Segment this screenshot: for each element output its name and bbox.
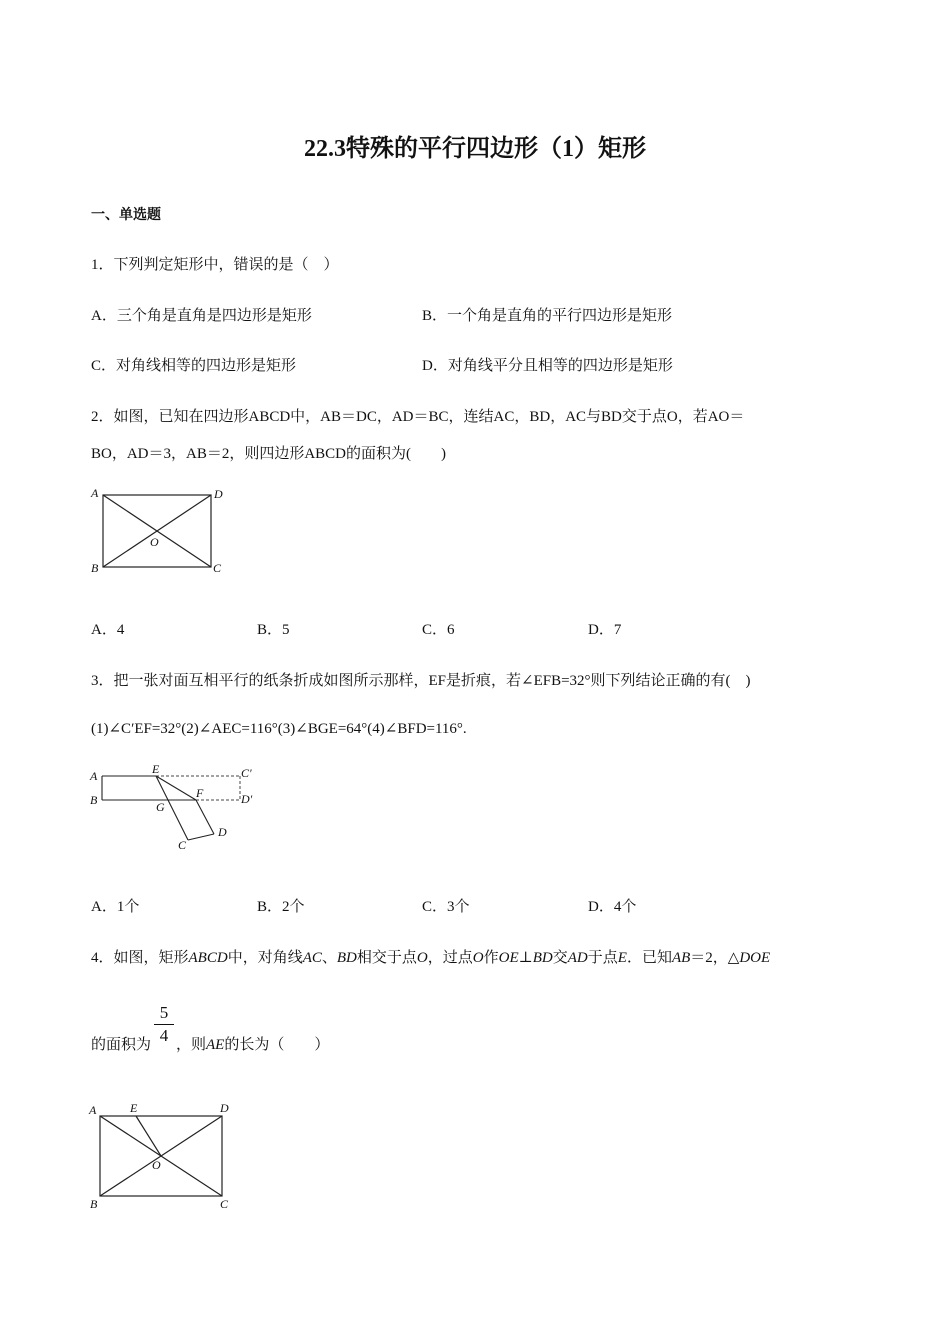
q3-label-b: B bbox=[90, 793, 98, 807]
q3-label-a: A bbox=[90, 769, 98, 783]
q3-folded-strip-figure bbox=[86, 762, 266, 854]
q2-option-d[interactable]: D．7 bbox=[588, 622, 622, 638]
q4-label-a: A bbox=[89, 1103, 97, 1117]
q4-label-e: E bbox=[130, 1101, 138, 1115]
q3-label-d: D bbox=[218, 825, 227, 839]
q3-option-c[interactable]: C．3个 bbox=[422, 899, 470, 915]
section-heading: 一、单选题 bbox=[91, 208, 161, 223]
q3-label-d-prime: D' bbox=[241, 792, 253, 806]
q4-var-oe: OE bbox=[498, 950, 519, 966]
q2-label-c: C bbox=[213, 561, 222, 575]
q4-fraction bbox=[154, 1003, 174, 1046]
q4-var-e: E bbox=[617, 950, 627, 966]
q4-var-ad: AD bbox=[567, 950, 588, 966]
page-title: 22.3特殊的平行四边形（1）矩形 bbox=[304, 136, 646, 162]
q3-label-c: C bbox=[178, 838, 187, 852]
q4-fraction-numerator: 5 bbox=[159, 1003, 169, 1022]
q4-rectangle-figure bbox=[86, 1098, 246, 1214]
q4-var-ab: AB bbox=[671, 950, 691, 966]
q3-option-d[interactable]: D．4个 bbox=[588, 899, 637, 915]
q4-label-c: C bbox=[220, 1197, 229, 1211]
q3-stem-line1: 3．把一张对面互相平行的纸条折成如图所示那样，EF是折痕，若∠EFB=32°则下列结论正确的有( ) bbox=[91, 673, 751, 689]
q4-text: 交 bbox=[552, 950, 568, 966]
q3-option-a[interactable]: A．1个 bbox=[91, 899, 140, 915]
q4-text: ，则 bbox=[176, 1037, 207, 1053]
q1-stem: 1．下列判定矩形中，错误的是（ ） bbox=[91, 257, 339, 273]
q4-label-o: O bbox=[152, 1158, 161, 1172]
q4-var-doe: DOE bbox=[739, 950, 771, 966]
q3-stem-line2: (1)∠C′EF=32°(2)∠AEC=116°(3)∠BGE=64°(4)∠BFD=116°. bbox=[91, 721, 467, 737]
q2-option-b[interactable]: B．5 bbox=[257, 622, 290, 638]
q2-label-d: D bbox=[214, 487, 223, 501]
q2-label-a: A bbox=[91, 486, 99, 500]
q4-text: ＝2，△ bbox=[690, 950, 740, 966]
q3-label-c-prime: C' bbox=[241, 766, 252, 780]
q2-label-b: B bbox=[91, 561, 99, 575]
q4-fraction-denominator: 4 bbox=[159, 1026, 169, 1045]
q4-var-ac: AC bbox=[302, 950, 322, 966]
q2-option-c[interactable]: C．6 bbox=[422, 622, 455, 638]
q4-text: 中，对角线 bbox=[227, 950, 303, 966]
q4-text: ⊥ bbox=[518, 950, 533, 966]
q4-text: 于点 bbox=[587, 950, 618, 966]
q4-text: 相交于点 bbox=[356, 950, 417, 966]
q4-text: ．已知 bbox=[626, 950, 672, 966]
q4-label-b: B bbox=[90, 1197, 98, 1211]
q4-var-o: O bbox=[416, 950, 428, 966]
q2-stem-line2: BO，AD＝3，AB＝2，则四边形ABCD的面积为( ) bbox=[91, 446, 447, 462]
q4-stem-line2b bbox=[176, 1033, 329, 1054]
q4-text: 作 bbox=[483, 950, 499, 966]
q3-label-f: F bbox=[196, 786, 204, 800]
q4-stem-line1 bbox=[91, 946, 770, 967]
q4-text: 、 bbox=[321, 950, 337, 966]
q4-segment-oe bbox=[136, 1116, 161, 1156]
q3-label-g: G bbox=[156, 800, 165, 814]
q2-label-o: O bbox=[150, 535, 159, 549]
q4-text: 的长为（ ） bbox=[224, 1037, 330, 1053]
q1-option-c[interactable]: C．对角线相等的四边形是矩形 bbox=[91, 358, 297, 374]
q3-option-b[interactable]: B．2个 bbox=[257, 899, 305, 915]
q4-text: ，过点 bbox=[427, 950, 473, 966]
q1-option-a[interactable]: A．三个角是直角是四边形是矩形 bbox=[91, 308, 312, 324]
q4-var-o: O bbox=[472, 950, 484, 966]
q1-option-d[interactable]: D．对角线平分且相等的四边形是矩形 bbox=[422, 358, 673, 374]
q1-option-b[interactable]: B．一个角是直角的平行四边形是矩形 bbox=[422, 308, 673, 324]
q2-rectangle-figure bbox=[86, 484, 236, 580]
q4-text: 4．如图，矩形 bbox=[91, 950, 189, 966]
q4-var-ae: AE bbox=[206, 1037, 225, 1053]
q2-stem-line1: 2．如图，已知在四边形ABCD中，AB＝DC，AD＝BC，连结AC，BD，AC与BD交于点O，若AO＝ bbox=[91, 409, 745, 425]
q4-var-bd: BD bbox=[336, 950, 357, 966]
q3-label-e: E bbox=[152, 762, 160, 776]
q4-var-abcd: ABCD bbox=[188, 950, 228, 966]
q4-stem-line2a: 的面积为 bbox=[91, 1037, 152, 1053]
q4-var-bd: BD bbox=[532, 950, 553, 966]
q4-label-d: D bbox=[220, 1101, 229, 1115]
q2-option-a[interactable]: A．4 bbox=[91, 622, 125, 638]
